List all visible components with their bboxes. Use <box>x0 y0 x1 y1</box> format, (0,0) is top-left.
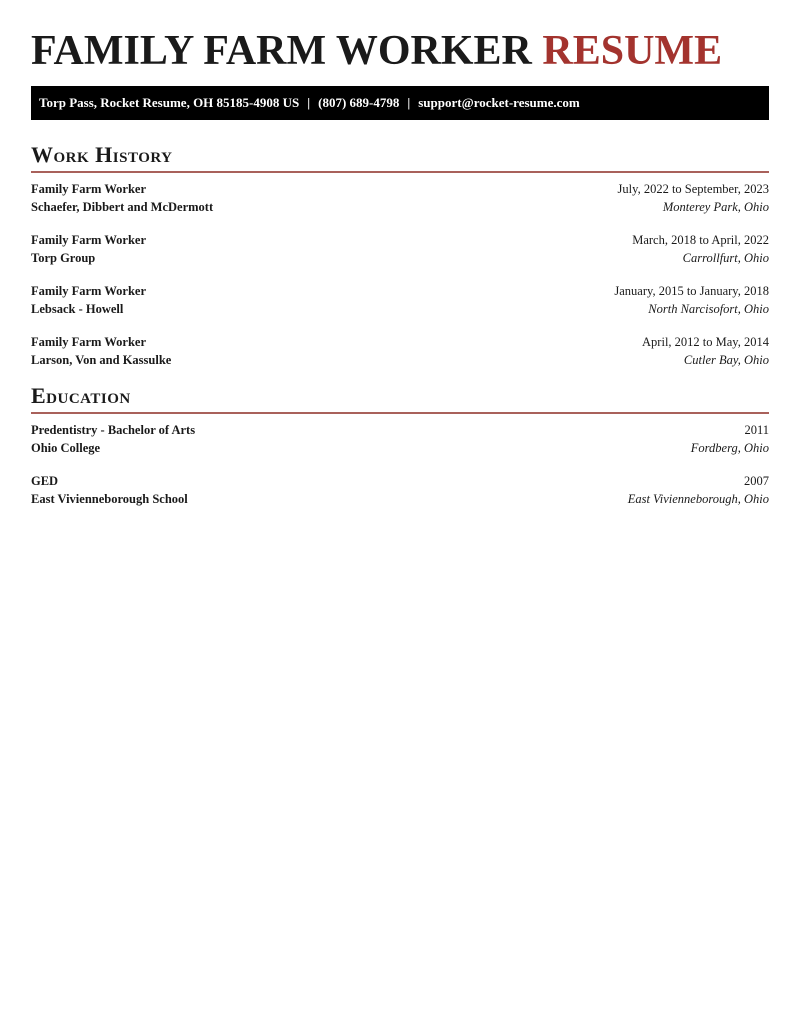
job-company: Torp Group <box>31 250 96 265</box>
edu-school: East Vivienneborough School <box>31 491 188 506</box>
job-location: Monterey Park, Ohio <box>662 199 769 214</box>
edu-location: Fordberg, Ohio <box>690 440 769 455</box>
edu-location: East Vivienneborough, Ohio <box>627 491 769 506</box>
work-entry <box>31 283 769 318</box>
education-heading: Education <box>31 383 769 414</box>
job-dates: January, 2015 to January, 2018 <box>614 284 769 298</box>
edu-year: 2011 <box>744 423 769 437</box>
edu-year: 2007 <box>744 474 769 488</box>
job-dates: March, 2018 to April, 2022 <box>632 233 769 247</box>
work-history-heading: Work History <box>31 142 769 173</box>
job-company: Schaefer, Dibbert and McDermott <box>31 199 214 214</box>
education-entry <box>31 422 769 457</box>
page-title <box>31 0 769 74</box>
job-dates: April, 2012 to May, 2014 <box>642 335 769 349</box>
work-history-list <box>31 181 769 369</box>
contact-phone: (807) 689-4798 <box>318 95 400 110</box>
contact-bar <box>31 86 769 120</box>
job-location: Cutler Bay, Ohio <box>683 352 769 367</box>
job-role: Family Farm Worker <box>31 335 147 349</box>
edu-degree: Predentistry - Bachelor of Arts <box>31 423 196 437</box>
title-accent: RESUME <box>542 28 723 74</box>
contact-email[interactable]: support@rocket-resume.com <box>418 95 580 110</box>
job-role: Family Farm Worker <box>31 284 147 298</box>
title-main: FAMILY FARM WORKER <box>31 28 532 74</box>
contact-separator: | <box>407 95 411 110</box>
work-entry <box>31 232 769 267</box>
education-list <box>31 422 769 508</box>
job-role: Family Farm Worker <box>31 233 147 247</box>
contact-separator: | <box>307 95 311 110</box>
job-dates: July, 2022 to September, 2023 <box>617 182 769 196</box>
job-role: Family Farm Worker <box>31 182 147 196</box>
job-company: Larson, Von and Kassulke <box>31 352 172 367</box>
education-entry <box>31 473 769 508</box>
job-location: Carrollfurt, Ohio <box>682 250 769 265</box>
edu-school: Ohio College <box>31 440 101 455</box>
job-location: North Narcisofort, Ohio <box>648 301 769 316</box>
work-entry <box>31 181 769 216</box>
work-entry <box>31 334 769 369</box>
edu-degree: GED <box>31 474 59 488</box>
job-company: Lebsack - Howell <box>31 301 124 316</box>
contact-address: Torp Pass, Rocket Resume, OH 85185-4908 US <box>39 95 300 110</box>
